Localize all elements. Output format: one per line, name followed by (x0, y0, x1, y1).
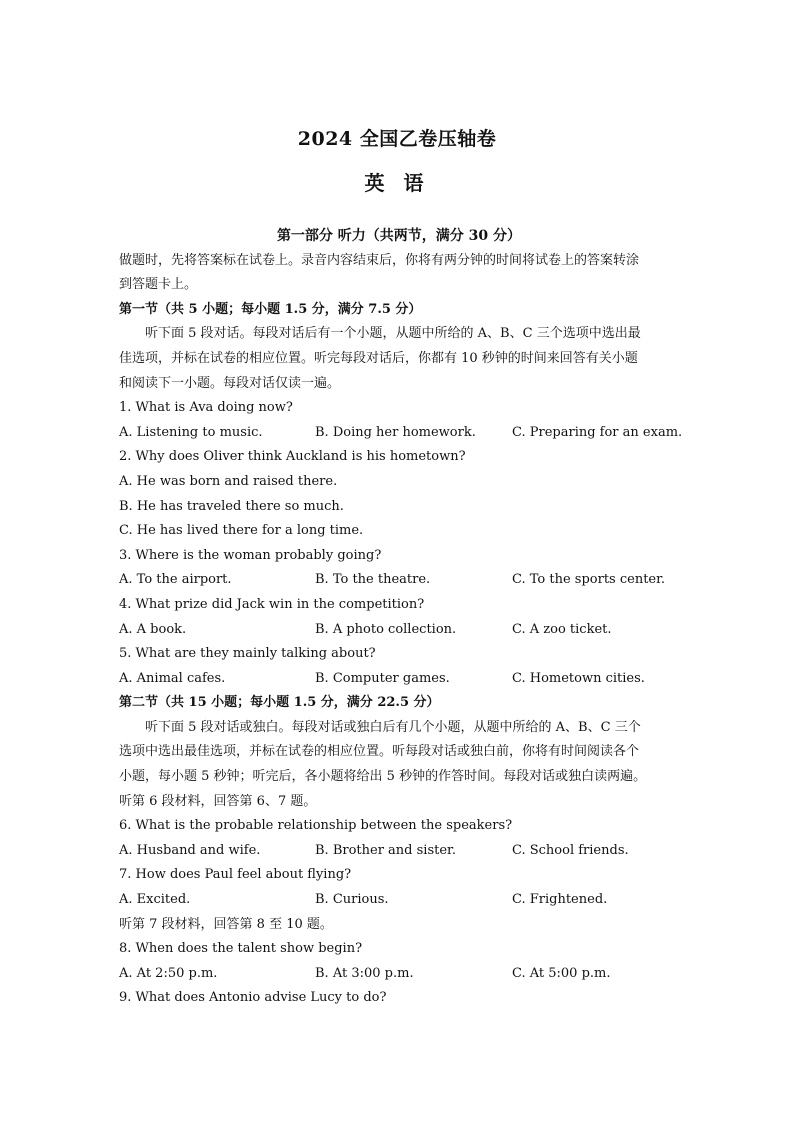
option-c: C. He has lived there for a long time. (119, 523, 364, 539)
question-stem: 3. Where is the woman probably going? (119, 547, 382, 563)
option-b: B. He has traveled there so much. (119, 498, 344, 514)
part1-instruction-line: 到答题卡上。 (119, 277, 198, 293)
exam-content (119, 224, 683, 1011)
option-b: B. Curious. (315, 892, 389, 908)
question-options-row (119, 962, 679, 987)
part1-heading: 第一部分 听力（共两节，满分 30 分） (276, 228, 522, 244)
question-stem: 4. What prize did Jack win in the competition? (119, 596, 425, 612)
option-c: C. Frightened. (512, 892, 608, 908)
option-b: B. Computer games. (315, 670, 450, 686)
question-stem: 8. When does the talent show begin? (119, 941, 363, 957)
question-stem: 9. What does Antonio advise Lucy to do? (119, 990, 387, 1006)
option-c: C. To the sports center. (512, 572, 666, 588)
section2-direction-line: 小题，每小题 5 秒钟；听完后，各小题将给出 5 秒钟的作答时间。每段对话或独白读两遍。 (119, 769, 647, 785)
question-stem: 5. What are they mainly talking about? (119, 646, 376, 662)
question-options-row (119, 839, 679, 864)
question-options-row (119, 888, 679, 913)
option-c: C. Hometown cities. (512, 670, 645, 686)
section2-direction-line: 选项中选出最佳选项，并标在试卷的相应位置。听每段对话或独白前，你将有时间阅读各个 (119, 744, 640, 760)
option-a: A. Excited. (119, 892, 191, 908)
material-instruction: 听第 7 段材料，回答第 8 至 10 题。 (119, 916, 333, 932)
question-stem: 6. What is the probable relationship between the speakers? (119, 818, 513, 834)
option-a: A. Animal cafes. (119, 670, 226, 686)
option-c: C. School friends. (512, 842, 629, 858)
option-b: B. To the theatre. (315, 572, 431, 588)
question-options-row (119, 618, 679, 643)
subject-title: 英 语 (364, 171, 430, 195)
question-options-row (119, 568, 679, 593)
exam-title: 2024 全国乙卷压轴卷 (297, 128, 497, 150)
section1-direction-line: 听下面 5 段对话。每段对话后有一个小题，从题中所给的 A、B、C 三个选项中选出最 (145, 326, 641, 342)
material-instruction: 听第 6 段材料，回答第 6、7 题。 (119, 793, 317, 809)
option-a: A. To the airport. (119, 572, 232, 588)
question-options-row (119, 667, 679, 692)
option-b: B. A photo collection. (315, 621, 457, 637)
question-options-row (119, 421, 683, 446)
part1-instruction-line: 做题时，先将答案标在试卷上。录音内容结束后，你将有两分钟的时间将试卷上的答案转涂 (119, 252, 640, 268)
option-c: C. At 5:00 p.m. (512, 965, 611, 981)
section1-heading: 第一节（共 5 小题；每小题 1.5 分，满分 7.5 分） (119, 301, 422, 317)
question-stem: 2. Why does Oliver think Auckland is his hometown? (119, 449, 466, 465)
section1-direction-line: 佳选项，并标在试卷的相应位置。听完每段对话后，你都有 10 秒钟的时间来回答有关小题 (119, 350, 638, 366)
option-b: B. Doing her homework. (315, 424, 476, 440)
option-a: A. A book. (119, 621, 187, 637)
option-a: A. Husband and wife. (119, 842, 261, 858)
question-stem: 1. What is Ava doing now? (119, 400, 293, 416)
option-b: B. Brother and sister. (315, 842, 456, 858)
section2-heading: 第二节（共 15 小题；每小题 1.5 分，满分 22.5 分） (119, 695, 440, 711)
option-a: A. He was born and raised there. (119, 473, 338, 489)
option-c: C. Preparing for an exam. (512, 424, 683, 440)
section1-direction-line: 和阅读下一小题。每段对话仅读一遍。 (119, 375, 341, 391)
option-b: B. At 3:00 p.m. (315, 965, 414, 981)
question-stem: 7. How does Paul feel about flying? (119, 867, 352, 883)
option-a: A. At 2:50 p.m. (119, 965, 218, 981)
option-c: C. A zoo ticket. (512, 621, 612, 637)
section2-direction-line: 听下面 5 段对话或独白。每段对话或独白后有几个小题，从题中所给的 A、B、C 三个 (145, 719, 641, 735)
option-a: A. Listening to music. (119, 424, 263, 440)
